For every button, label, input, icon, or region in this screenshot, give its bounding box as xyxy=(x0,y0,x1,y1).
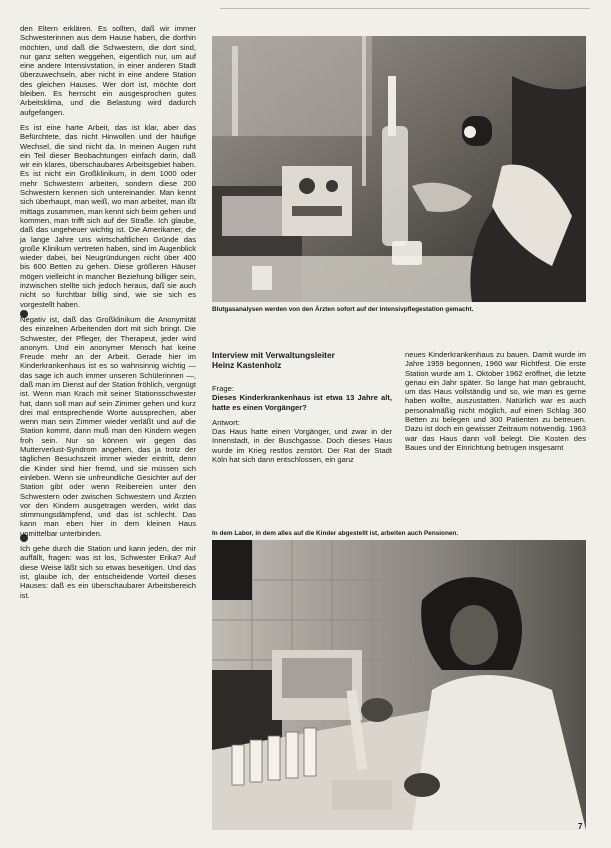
top-rule xyxy=(220,8,590,9)
photo-illustration xyxy=(212,540,586,830)
question-text: Dieses Kinderkrankenhaus ist etwa 13 Jahre alt, hatte es einen Vorgänger? xyxy=(212,393,392,412)
headline-line: Heinz Kastenholz xyxy=(212,360,282,370)
page-number: 7 xyxy=(578,822,583,831)
question-label: Frage: xyxy=(212,384,234,393)
paragraph: den Eltern erklären. Es sollten, daß wir immer Schwesterinnen aus dem Hause haben, die dorthin möchten, und daß die Schwestern, die dort sind, nur ganz selten weggehen, eigentlich nur, um auf eine andere Intensivstation, in einer anderen Stadt überzuwechseln, aber nicht in eine andere Station des gleichen Hauses. Wer dort ist, möchte dort bleiben. Es herrscht ein ausgesprochen gutes Arbeitsklima, und die Belastung wird dadurch aufgefangen. xyxy=(20,24,196,117)
interview-column-left xyxy=(212,350,392,464)
interview-column-right xyxy=(405,350,586,452)
headline-line: Interview mit Verwaltungsleiter xyxy=(212,350,335,360)
paragraph: Es ist eine harte Arbeit, das ist klar, aber das Befürchtete, das nicht Hinwollen und der häufige Wechsel, die sind nicht da. In meinen Augen ruht ein Teil dieser Beobachtungen einfach darin, daß wir ein klares, überschaubares Arbeitsgebiet haben. Es ist nicht ein Großklinikum, in dem 1000 oder mehr Schwestern arbeiten, sondern diese 200 Schwestern kennen sich untereinander. Man kennt sich überhaupt, man weiß, wo man arbeitet, man ißt mittags zusammen, man kennt sich beim gehen und kommen, man trifft sich auf der Straße. Ich glaube, daß das ungeheuer wichtig ist. Die Amerikaner, die ja lange Jahre uns wirtschaftlichen Gründe das große Klinikum vertreten haben, sind im Augenblick wieder dabei, bei Neugründungen nicht über 400 bis 600 Betten zu gehen. Diese größeren Häuser mögen vielleicht in mancher Beziehung billiger sein, inzwischen stellte sich jedoch heraus, daß sie auch nicht so furchtbar billig sind, wie sie sich es vorgestellt haben. xyxy=(20,122,196,309)
photo-caption-top: Blutgasanalysen werden von den Ärzten sofort auf der Intensivpflegestation gemacht. xyxy=(212,306,474,313)
paragraph: Negativ ist, daß das Großklinikum die Anonymität des einzelnen Arbeitenden dort mit sich bringt. Die Schwester, der Pfleger, der Therapeut, jeder wird anonym. Und ein anonymer Mensch hat keine Freude mehr an der Arbeit. Gerade hier im Kinderkrankenhaus ist es so wahnsinnig wichtig — das sage ich auch immer unseren Schülerinnen —, daß man im Dienst auf der Station fröhlich, vergnügt ist. Wenn man Krach mit seiner Stationsschwester hat, dann soll man auf sein Zimmer gehen und kurz drei mal entsprechende Worte aussprechen, aber wenn man sein Zimmer wieder verläßt und auf die Station kommt, dann muß man den Kindern wegen froh sein. Nur so können wir gegen das Mutterverlust-Syndrom angehen, das ja trotz der täglichen Besuchszeit immer wieder eintritt, denn die Kinder sind hier fremd, und sie müssen sich einleben. Wenn sie unfreundliche Gesichter auf der Station gibt oder wenn Reibereien unter den Schwestern oder zwischen Schwestern und Ärzten vor den Kindern ausgetragen werden, wirkt das stimmungsdämpfend, und das ist schlecht. Das kann man eben hier in dem kleinen Haus unmittelbar unterbinden. xyxy=(20,314,196,538)
photo-illustration xyxy=(212,36,586,302)
paragraph: Ich gehe durch die Station und kann jeden, der mir auffällt, fragen: was ist los, Schwester Erika? Auf diese Weise läßt sich so etwas beseitigen. Und das ist, glaube ich, der entscheidende Vorteil dieses Hauses: daß es ein überschaubarer Arbeitsbereich ist. xyxy=(20,544,196,600)
photo-blood-gas-analysis xyxy=(212,36,586,302)
photo-caption-bottom: In dem Labor, in dem alles auf die Kinder abgestellt ist, arbeiten auch Pensionen. xyxy=(212,530,459,537)
answer-text-continued: neues Kinderkrankenhaus zu bauen. Damit wurde im Jahre 1959 begonnen, 1960 war Richtfest. Die erste Station wurde am 1. Oktober 1962 eröffnet, die letzte genau ein Jahr später. So lange hat man gebraucht, um das Haus vollständig und so, wie man es gerne haben wollte, auszustatten. Natürlich war es auch personalmäßig nicht möglich, auf einen Schlag 360 Betten zu belegen und 300 Patienten zu betreuen. Dazu ist doch ein gewisser Zeitraum notwendig. 1963 war das Haus dann voll belegt. Die Kosten des Baues und der Einrichtung betrugen insgesamt xyxy=(405,350,586,452)
photo-laboratory-worker xyxy=(212,540,586,830)
answer-label: Antwort: xyxy=(212,417,240,427)
left-text-column xyxy=(20,24,196,606)
answer-text: Das Haus hatte einen Vorgänger, und zwar in der Innenstadt, in der Buschgasse. Doch dieses Haus wurde im Krieg restlos zerstört. Der Rat der Stadt Köln hat sich dann entschlossen, ein ganz xyxy=(212,427,392,465)
interview-headline xyxy=(212,350,392,370)
